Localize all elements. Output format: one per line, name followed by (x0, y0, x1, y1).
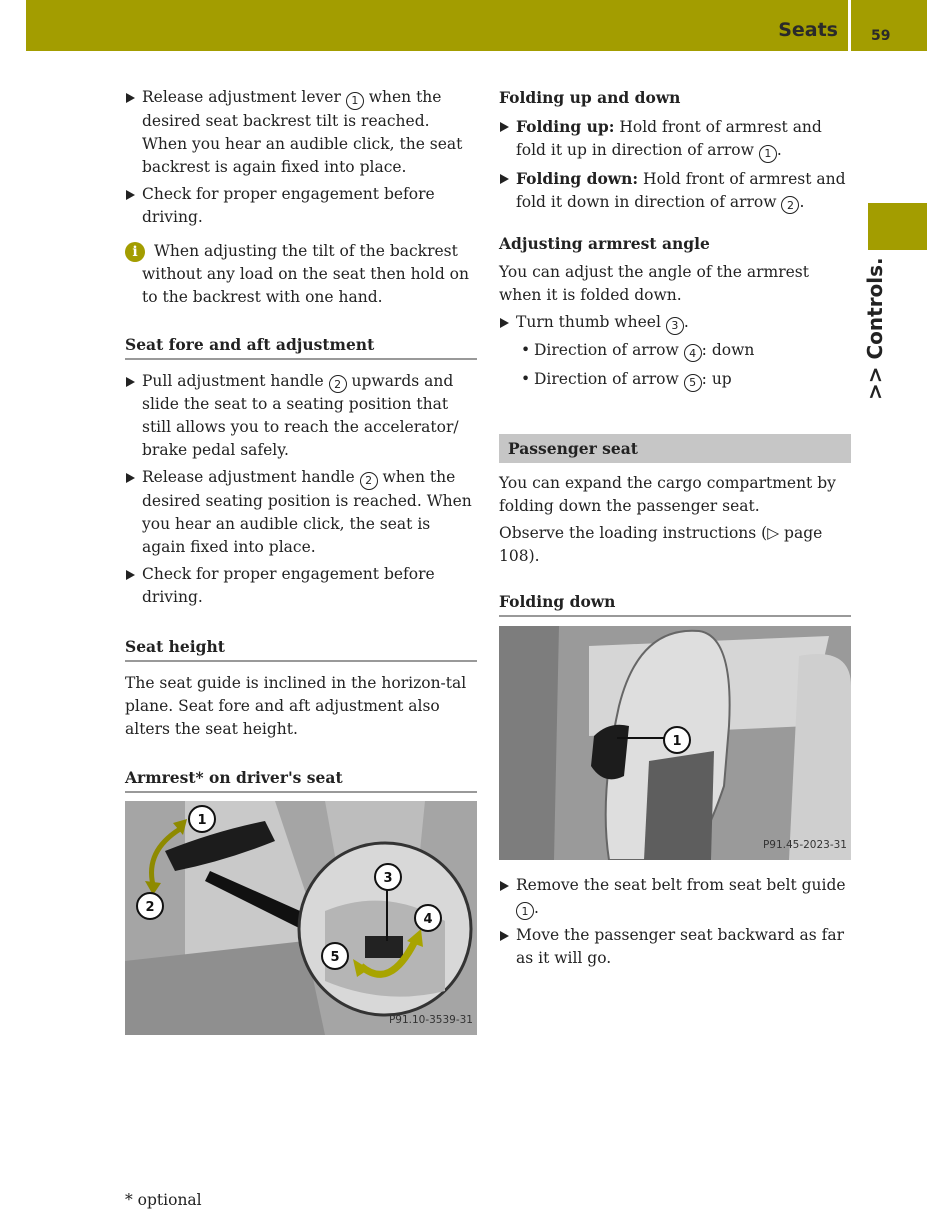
bullet-text: . (799, 192, 805, 211)
svg-text:2: 2 (145, 899, 155, 915)
bullet-label: Folding up: (516, 117, 615, 136)
callout-5-icon (322, 943, 348, 969)
passenger-seat-illustration (499, 626, 851, 860)
callout-number: 1 (346, 92, 364, 110)
bullet-text: Check for proper engagement before driving. (142, 564, 435, 606)
footnote: * optional (125, 1191, 202, 1209)
section-heading-fore-aft: Seat fore and aft adjustment (125, 333, 477, 360)
info-note (125, 240, 477, 309)
instruction-bullet (499, 311, 851, 335)
callout-2-icon (137, 893, 163, 919)
note-text: When adjusting the tilt of the backrest without any load on the seat then hold on to the backrest with one hand. (142, 241, 469, 306)
svg-text:1: 1 (672, 733, 682, 749)
loading-instructions-text: Observe the loading instructions (▷ page 108). (499, 523, 823, 565)
instruction-bullet (499, 167, 851, 215)
bullet-text: Direction of arrow (534, 370, 684, 388)
header-divider (848, 0, 851, 51)
figure-code: P91.10-3539-31 (388, 1013, 473, 1026)
seat-height-text: The seat guide is inclined in the horizon-tal plane. Seat fore and aft adjustment also alters the seat height. (125, 673, 467, 738)
bullet-text: . (683, 313, 689, 331)
section-heading-passenger-seat: Passenger seat (499, 434, 851, 463)
instruction-bullet (125, 466, 477, 559)
bullet-text: Release adjustment handle (142, 468, 360, 486)
callout-number: 1 (516, 902, 534, 920)
page-number: 59 (871, 28, 891, 44)
callout-number: 2 (781, 196, 799, 214)
instruction-bullet (125, 370, 477, 463)
instruction-bullet (499, 115, 851, 163)
chapter-label: >> Controls. (863, 257, 887, 400)
heading-folding-up-down: Folding up and down (499, 88, 681, 107)
bullet-text: upwards and slide the seat to a seating position that still allows you to reach the accelerator/ brake pedal safely. (142, 371, 459, 459)
svg-text:1: 1 (197, 812, 207, 828)
armrest-illustration (125, 801, 477, 1035)
svg-text:4: 4 (423, 911, 433, 927)
left-column (125, 86, 477, 1035)
callout-number: 5 (684, 374, 702, 392)
bullet-text: Hold front of armrest and fold it down in direction of arrow (516, 169, 846, 211)
passenger-seat-figure (499, 626, 851, 860)
callout-number: 3 (666, 317, 684, 335)
bullet-text: . (776, 141, 782, 159)
bullet-text: : down (701, 340, 755, 359)
armrest-figure (125, 801, 477, 1035)
callout-number: 2 (329, 375, 347, 393)
bullet-text: Hold front of armrest and fold it up in direction of arrow (516, 118, 822, 159)
instruction-bullet (499, 874, 851, 921)
page-title: Seats (778, 19, 838, 41)
section-heading-armrest: Armrest* on driver's seat (125, 766, 477, 793)
callout-4-icon (415, 905, 441, 931)
bullet-text: Remove the seat belt from seat belt guide (516, 875, 846, 894)
callout-1-icon (664, 727, 690, 753)
callout-3-icon (375, 864, 401, 890)
instruction-bullet (499, 924, 851, 970)
info-icon: i (125, 242, 145, 262)
armrest-angle-text: You can adjust the angle of the armrest when it is folded down. (499, 263, 809, 304)
sub-bullet (499, 339, 851, 363)
bullet-text: when the desired seating position is reached. When you hear an audible click, the seat is again fixed into place. (142, 468, 472, 556)
svg-text:5: 5 (330, 949, 340, 965)
bullet-text: Check for proper engagement before driving. (142, 184, 435, 226)
bullet-text: : up (701, 370, 732, 388)
bullet-label: Folding down: (516, 168, 639, 188)
sub-bullet (499, 368, 851, 392)
bullet-text: Turn thumb wheel (516, 313, 666, 331)
callout-1-icon (189, 806, 215, 832)
bullet-text: Direction of arrow (534, 340, 684, 359)
section-heading-folding-down: Folding down (499, 590, 851, 617)
bullet-text: when the desired seat backrest tilt is reached. When you hear an audible click, the seat backrest is again fixed into place. (142, 88, 463, 176)
instruction-bullet (125, 183, 477, 229)
bullet-text: . (534, 898, 539, 917)
section-heading-seat-height: Seat height (125, 635, 477, 662)
passenger-text: You can expand the cargo compartment by folding down the passenger seat. (499, 473, 836, 515)
callout-number: 4 (684, 344, 702, 362)
callout-number: 1 (759, 145, 777, 163)
instruction-bullet (125, 563, 477, 609)
right-column (499, 86, 851, 974)
figure-code: P91.45-2023-31 (762, 838, 847, 851)
chapter-tab (868, 203, 927, 250)
bullet-text: Pull adjustment handle (142, 371, 329, 390)
callout-number: 2 (360, 472, 378, 490)
svg-text:3: 3 (383, 870, 393, 886)
instruction-bullet (125, 86, 477, 179)
heading-armrest-angle: Adjusting armrest angle (499, 234, 710, 253)
bullet-text: Move the passenger seat backward as far as it will go. (516, 926, 845, 967)
bullet-text: Release adjustment lever (142, 88, 346, 106)
